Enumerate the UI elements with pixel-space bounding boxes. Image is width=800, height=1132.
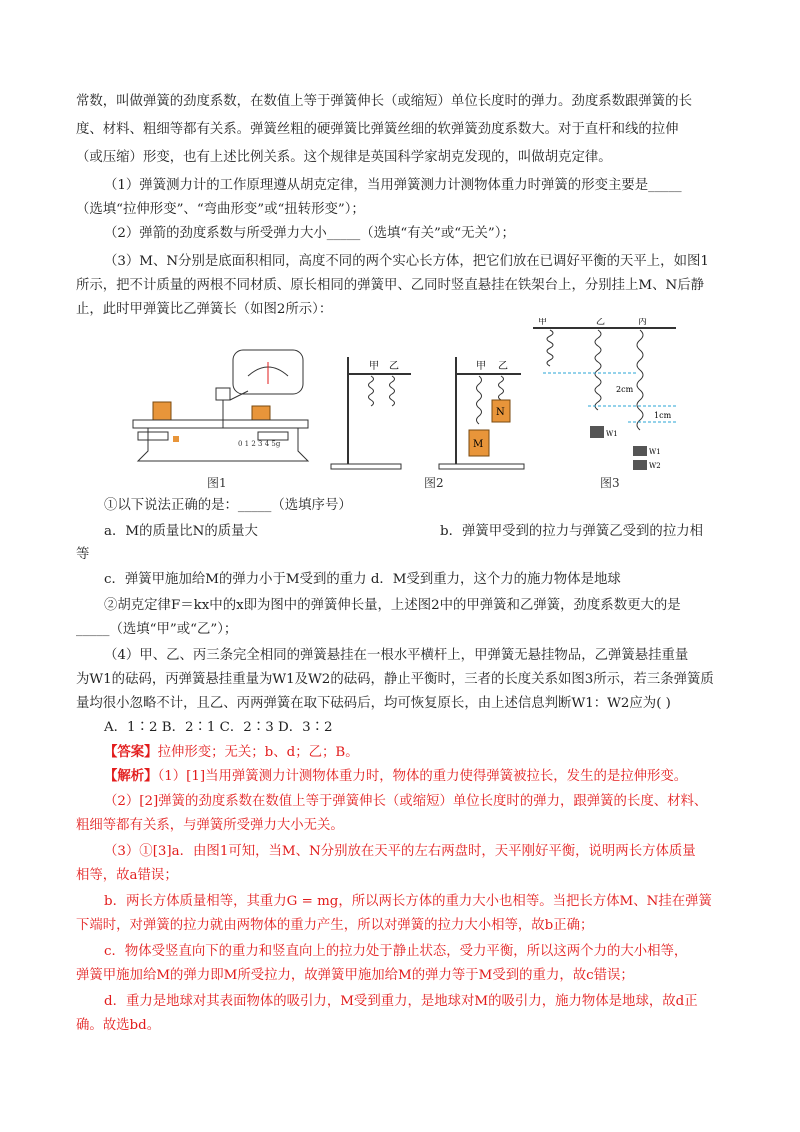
label-yi: 乙 (596, 318, 606, 327)
analysis-text: （1）[1]当用弹簧测力计测物体重力时，物体的重力使得弹簧被拉长，发生的是拉伸形变。 (157, 769, 688, 784)
options-c-d: c．弹簧甲施加给M的弹力小于M受到的重力 d．M受到重力，这个力的施力物体是地球 (104, 572, 621, 587)
analysis-6: d．重力是地球对其表面物体的吸引力，M受到重力，是地球对M的吸引力，施力物体是地球，故d正 (104, 994, 698, 1009)
analysis-6-cont: 确。故选bd。 (76, 1018, 161, 1033)
para-line: 常数，叫做弹簧的劲度系数，在数值上等于弹簧伸长（或缩短）单位长度时的弹力。劲度系数跟弹簧的长 (76, 94, 692, 109)
para-line: 度、材料、粗细等都有关系。弹簧丝粗的硬弹簧比弹簧丝细的软弹簧劲度系数大。对于直杆和线的拉伸 (76, 122, 679, 137)
label-W1: W1 (606, 430, 618, 438)
question-3: （3）M、N分别是底面积相同，高度不同的两个实心长方体，把它们放在已调好平衡的天平上，如图1 (104, 254, 709, 269)
question-4-cont: 为W1的砝码，丙弹簧悬挂重量为W1及W2的砝码，静止平衡时，三者的长度关系如图3所示，若三条弹簧质 (76, 672, 714, 687)
label-jia: 甲 (476, 361, 486, 372)
question-4-cont: 量均很小忽略不计，且乙、丙两弹簧在取下砝码后，均可恢复原长，由上述信息判断W1：W2应为( ) (76, 696, 671, 711)
option-b-cont: 等 (76, 547, 90, 562)
analysis-4-cont: 下端时，对弹簧的拉力就由两物体的重力产生，所以对弹簧的拉力大小相等，故b正确； (76, 918, 594, 933)
answer-tag: 【答案】 (104, 744, 158, 760)
analysis-3: （3）①[3]a．由图1可知，当M、N分别放在天平的左右两盘时，天平刚好平衡，说明两长方体质量 (104, 844, 696, 859)
figure-2-caption: 图2 (424, 476, 444, 490)
question-4: （4）甲、乙、丙三条完全相同的弹簧悬挂在一根水平横杆上，甲弹簧无悬挂物品，乙弹簧悬挂重量 (104, 648, 689, 663)
option-a: a．M的质量比N的质量大 (104, 524, 258, 539)
figure-2-stands (326, 352, 531, 472)
question-1-options: （选填“拉伸形变”、“弯曲形变”或“扭转形变”）； (76, 202, 365, 217)
scale-labels: 0 1 2 3 4 5g (238, 440, 281, 448)
label-M: M (473, 439, 484, 450)
sub-question-2: ②胡克定律F＝kx中的x即为图中的弹簧伸长量，上述图2中的甲弹簧和乙弹簧，劲度系数更大的是 (104, 598, 681, 613)
figure-1-balance (128, 336, 318, 471)
analysis-3-cont: 相等，故a错误； (76, 868, 178, 883)
analysis-2: （2）[2]弹簧的劲度系数在数值上等于弹簧伸长（或缩短）单位长度时的弹力，跟弹簧的长度、材料、 (104, 794, 708, 809)
question-1: （1）弹簧测力计的工作原理遵从胡克定律，当用弹簧测力计测物体重力时弹簧的形变主要是_____ (104, 178, 682, 193)
option-b: b．弹簧甲受到的拉力与弹簧乙受到的拉力相 (440, 524, 703, 539)
figure-3-caption: 图3 (600, 476, 620, 490)
label-bing: 丙 (638, 318, 648, 327)
question-2: （2）弹箭的劲度系数与所受弹力大小_____（选填“有关”或“无关”）； (104, 226, 515, 241)
label-W2: W2 (649, 462, 661, 470)
answer-line (104, 742, 724, 763)
analysis-tag: 【解析】 (104, 768, 158, 784)
analysis-5-cont: 弹簧甲施加给M的弹力即M所受拉力，故弹簧甲施加给M的弹力等于M受到的重力，故c错误； (76, 968, 634, 983)
question-3-cont: 所示，把不计质量的两根不同材质、原长相同的弹簧甲、乙同时竖直悬挂在铁架台上，分别挂上M、N后静 (76, 278, 705, 293)
label-N: N (496, 407, 505, 418)
sub-question-1: ①以下说法正确的是：_____（选填序号） (104, 498, 352, 513)
label-W1: W1 (649, 448, 661, 456)
analysis-2-cont: 粗细等都有关系，与弹簧所受弹力大小无关。 (76, 818, 344, 833)
label-yi: 乙 (389, 361, 399, 372)
answer-text: 拉伸形变；无关；b、d；乙；B。 (157, 745, 359, 760)
question-3-cont: 止，此时甲弹簧比乙弹簧长（如图2所示）： (76, 302, 333, 317)
label-jia: 甲 (538, 318, 548, 327)
analysis-line (104, 766, 724, 787)
figure-1-caption: 图1 (207, 476, 227, 490)
label-1cm: 1cm (654, 411, 672, 420)
analysis-5: c．物体受竖直向下的重力和竖直向上的拉力处于静止状态，受力平衡，所以这两个力的大小相等， (104, 944, 688, 959)
label-yi: 乙 (498, 361, 508, 372)
label-2cm: 2cm (616, 385, 634, 394)
sub-question-2-cont: _____（选填“甲”或“乙”）； (76, 622, 238, 637)
choices: A．1∶2 B．2∶1 C．2∶3 D．3∶2 (104, 720, 333, 735)
para-line: （或压缩）形变，也有上述比例关系。这个规律是英国科学家胡克发现的，叫做胡克定律。 (76, 150, 612, 165)
analysis-4: b．两长方体质量相等，其重力G = mg，所以两长方体的重力大小也相等。当把长方体M、N挂在弹簧 (104, 894, 712, 909)
label-jia: 甲 (369, 361, 379, 372)
figure-3-springs (528, 318, 678, 478)
